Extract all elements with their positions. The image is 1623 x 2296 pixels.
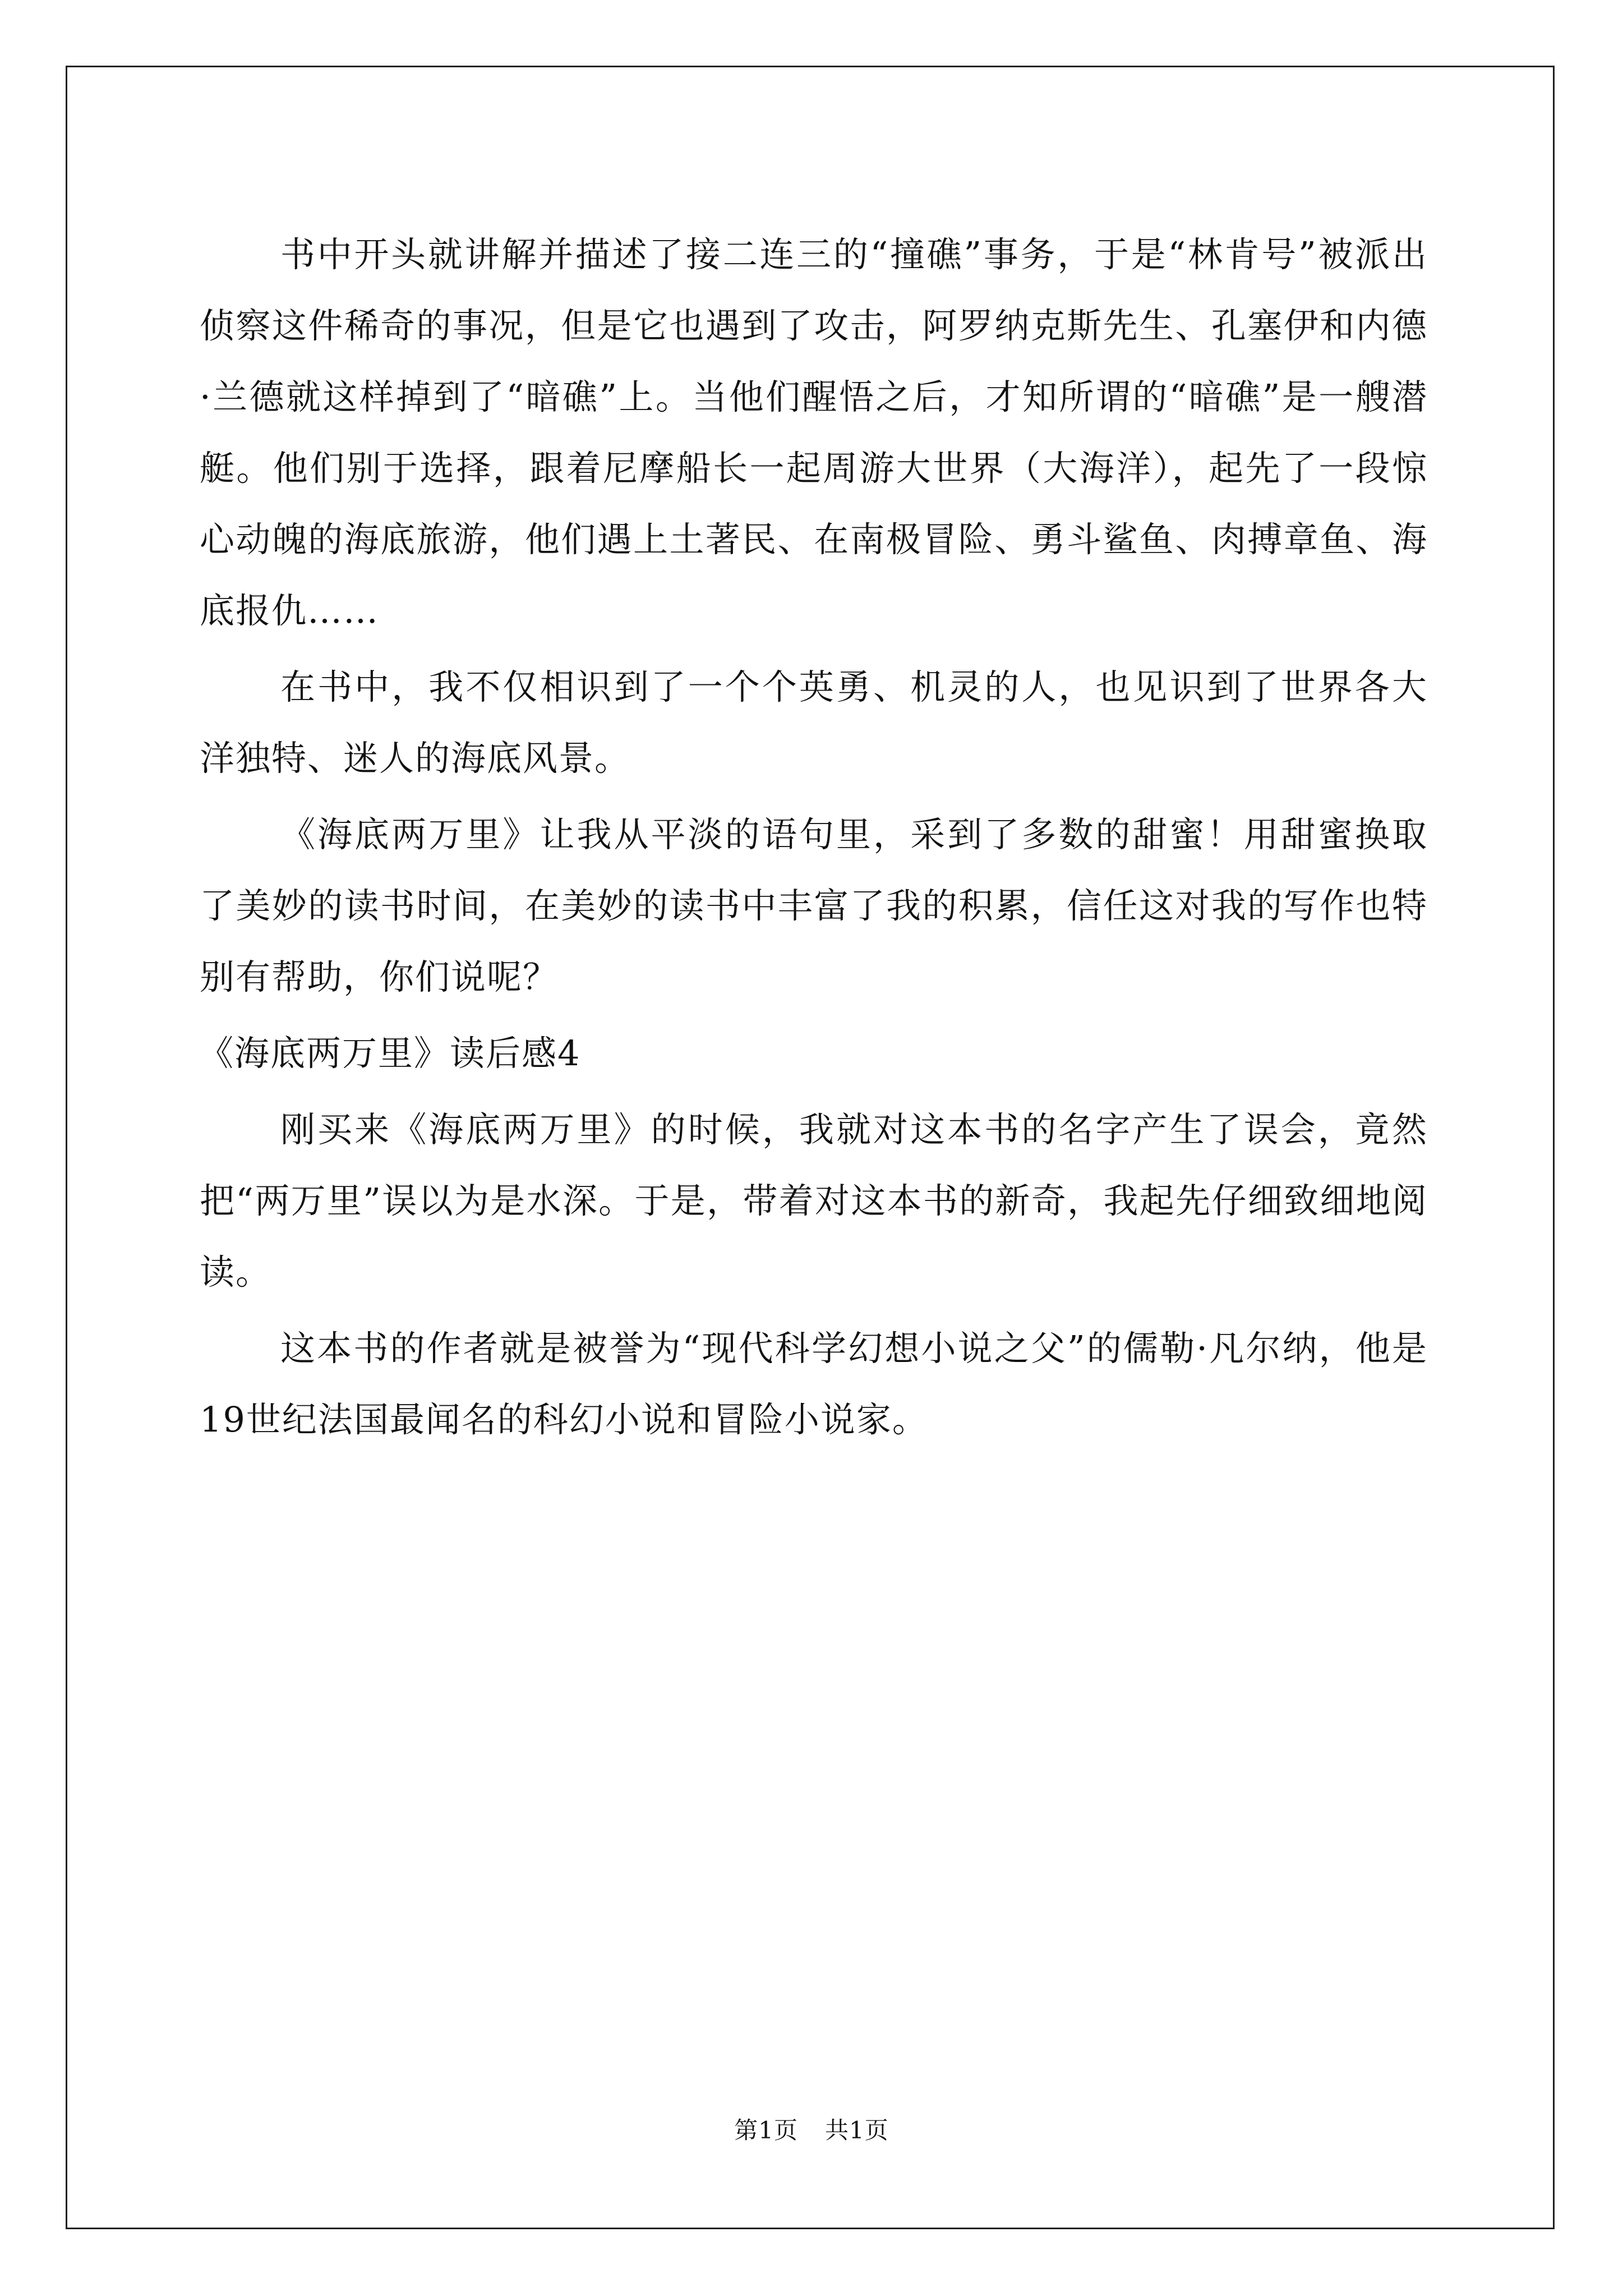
document-body <box>200 219 1428 1455</box>
paragraph: 书中开头就讲解并描述了接二连三的“撞礁”事务，于是“林肯号”被派出侦察这件稀奇的事况，但是它也遇到了攻击，阿罗纳克斯先生、孔塞伊和内德·兰德就这样掉到了“暗礁”上。当他们醒悟之后，才知所谓的“暗礁”是一艘潜艇。他们别于选择，跟着尼摩船长一起周游大世界（大海洋），起先了一段惊心动魄的海底旅游，他们遇上土著民、在南极冒险、勇斗鲨鱼、肉搏章鱼、海底报仇…… <box>200 234 1428 631</box>
paragraph: 在书中，我不仅相识到了一个个英勇、机灵的人，也见识到了世界各大洋独特、迷人的海底风景。 <box>200 666 1428 779</box>
paragraph: 《海底两万里》让我从平淡的语句里，采到了多数的甜蜜！用甜蜜换取了美妙的读书时间，在美妙的读书中丰富了我的积累，信任这对我的写作也特别有帮助，你们说呢？ <box>200 814 1428 997</box>
paragraph: 刚买来《海底两万里》的时候，我就对这本书的名字产生了误会，竟然把“两万里”误以为是水深。于是，带着对这本书的新奇，我起先仔细致细地阅读。 <box>200 1109 1428 1292</box>
page-number: 第1页 <box>734 2116 798 2144</box>
page-total: 共1页 <box>825 2116 889 2144</box>
paragraph: 这本书的作者就是被誉为“现代科学幻想小说之父”的儒勒·凡尔纳，他是19世纪法国最闻名的科幻小说和冒险小说家。 <box>200 1328 1428 1440</box>
section-heading: 《海底两万里》读后感4 <box>199 1033 581 1074</box>
page-footer <box>0 2114 1623 2147</box>
